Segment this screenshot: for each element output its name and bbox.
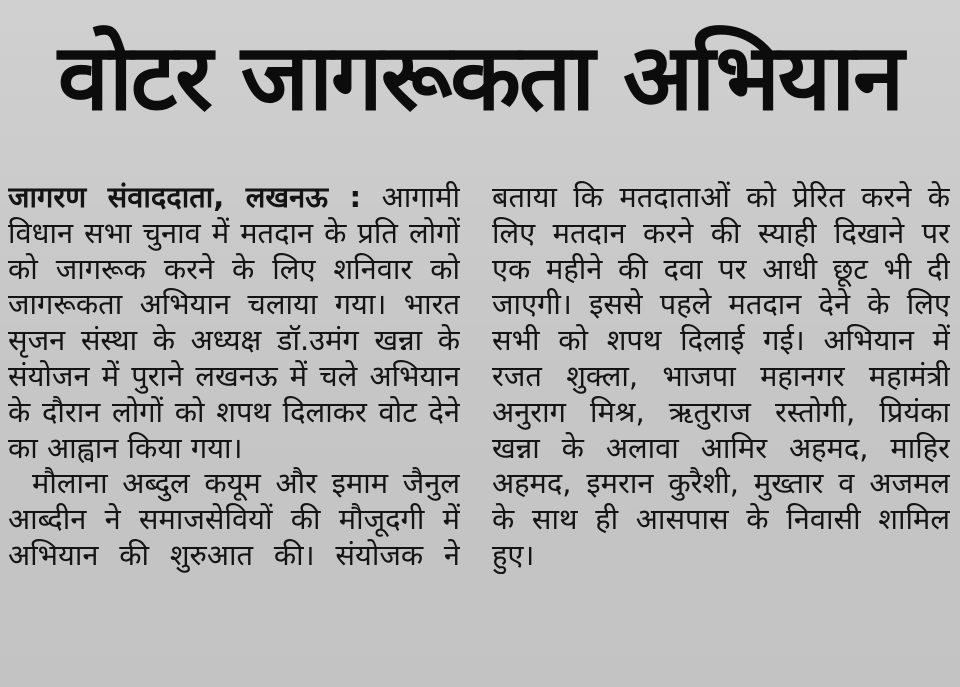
article-line: जागरूकता अभियान चलाया गया। भारत — [8, 287, 460, 322]
article-line: अनुराग मिश्र, ऋतुराज रस्तोगी, प्रियंका — [492, 394, 950, 429]
article-line: रजत शुक्ला, भाजपा महानगर महामंत्री — [492, 358, 950, 393]
article-line: हुए। — [492, 537, 535, 572]
article-line: जाएगी। इससे पहले मतदान देने के लिए — [492, 287, 950, 322]
article-line: सभी को शपथ दिलाई गई। अभियान में — [492, 323, 950, 358]
byline: जागरण संवाददाता, लखनऊ : — [8, 180, 362, 214]
article-line: जागरण संवाददाता, लखनऊ : आगामी — [8, 180, 460, 214]
article-line: आब्दीन ने समाजसेवियों की मौजूदगी में — [8, 502, 460, 537]
article-line: को जागरूक करने के लिए शनिवार को — [8, 251, 460, 286]
article-line: लिए मतदान करने की स्याही दिखाने पर — [492, 215, 950, 250]
article-line: अहमद, इमरान कुरैशी, मुख्तार व अजमल — [492, 466, 950, 501]
article-line: मौलाना अब्दुल कयूम और इमाम जैनुल — [32, 466, 460, 501]
article-line: के दौरान लोगों को शपथ दिलाकर वोट देने — [8, 394, 460, 429]
article-line: एक महीने की दवा पर आधी छूट भी दी — [492, 251, 950, 286]
article-line: विधान सभा चुनाव में मतदान के प्रति लोगों — [8, 215, 460, 250]
article-line: अभियान की शुरुआत की। संयोजक ने — [8, 537, 460, 572]
article-line: खन्ना के अलावा आमिर अहमद, माहिर — [492, 430, 950, 465]
article-column-left — [8, 180, 460, 574]
article-line: का आह्वान किया गया। — [8, 430, 243, 465]
article-line: के साथ ही आसपास के निवासी शामिल — [492, 502, 950, 537]
article-column-right — [492, 180, 950, 574]
article-line: बताया कि मतदाताओं को प्रेरित करने के — [492, 180, 950, 214]
article-line: सृजन संस्था के अध्यक्ष डॉ.उमंग खन्ना के — [8, 323, 460, 358]
article-line: संयोजन में पुराने लखनऊ में चले अभियान — [8, 358, 460, 393]
headline: वोटर जागरूकता अभियान — [57, 24, 903, 131]
